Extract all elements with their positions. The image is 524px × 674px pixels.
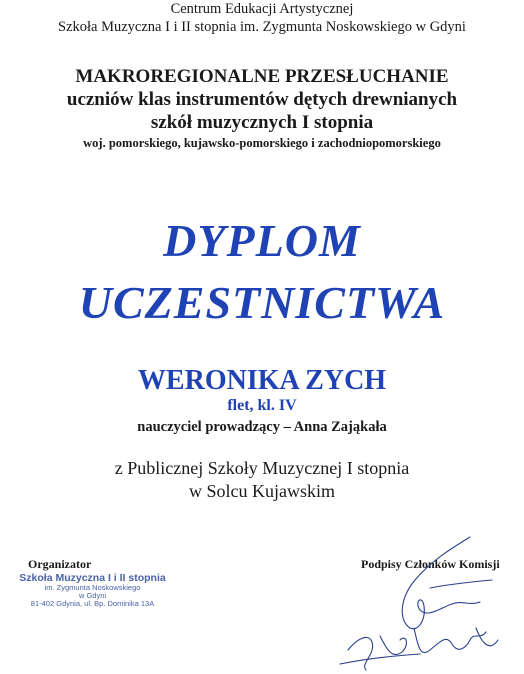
- recipient-instrument: flet, kl. IV: [227, 397, 297, 414]
- event-title: MAKROREGIONALNE PRZESŁUCHANIE: [75, 66, 449, 87]
- diploma-heading-1: DYPLOM: [163, 215, 361, 266]
- recipient-teacher: nauczyciel prowadzący – Anna Zająkała: [137, 419, 387, 435]
- header-school: Szkoła Muzyczna I i II stopnia im. Zygmunta Noskowskiego w Gdyni: [58, 19, 466, 35]
- stamp-line-3: w Gdyni: [78, 590, 107, 600]
- signature-top-stroke: [430, 580, 492, 588]
- diploma-heading-2: UCZESTNICTWA: [78, 277, 446, 328]
- recipient-name: WERONIKA ZYCH: [137, 365, 387, 396]
- recipient-school-1: z Publicznej Szkoły Muzycznej I stopnia: [114, 458, 410, 478]
- signature-bottom: [348, 628, 498, 670]
- recipient-school-2: w Solcu Kujawskim: [189, 481, 335, 501]
- stamp-line-1: Szkoła Muzyczna I i II stopnia: [19, 572, 166, 584]
- organizer-label: Organizator: [28, 557, 92, 571]
- signatures-label: Podpisy Członków Komisji: [361, 557, 500, 571]
- header-institution: Centrum Edukacji Artystycznej: [170, 1, 354, 17]
- signature-bottom-loop: [340, 654, 420, 664]
- stamp-line-4: 81-402 Gdynia, ul. Bp. Dominika 13A: [30, 598, 155, 608]
- event-subtitle-2: szkół muzycznych I stopnia: [150, 112, 374, 133]
- event-subtitle-1: uczniów klas instrumentów dętych drewnianych: [66, 89, 458, 110]
- stamp-line-2: im. Zygmunta Noskowskiego: [44, 583, 141, 593]
- event-regions: woj. pomorskiego, kujawsko-pomorskiego i zachodniopomorskiego: [83, 136, 441, 150]
